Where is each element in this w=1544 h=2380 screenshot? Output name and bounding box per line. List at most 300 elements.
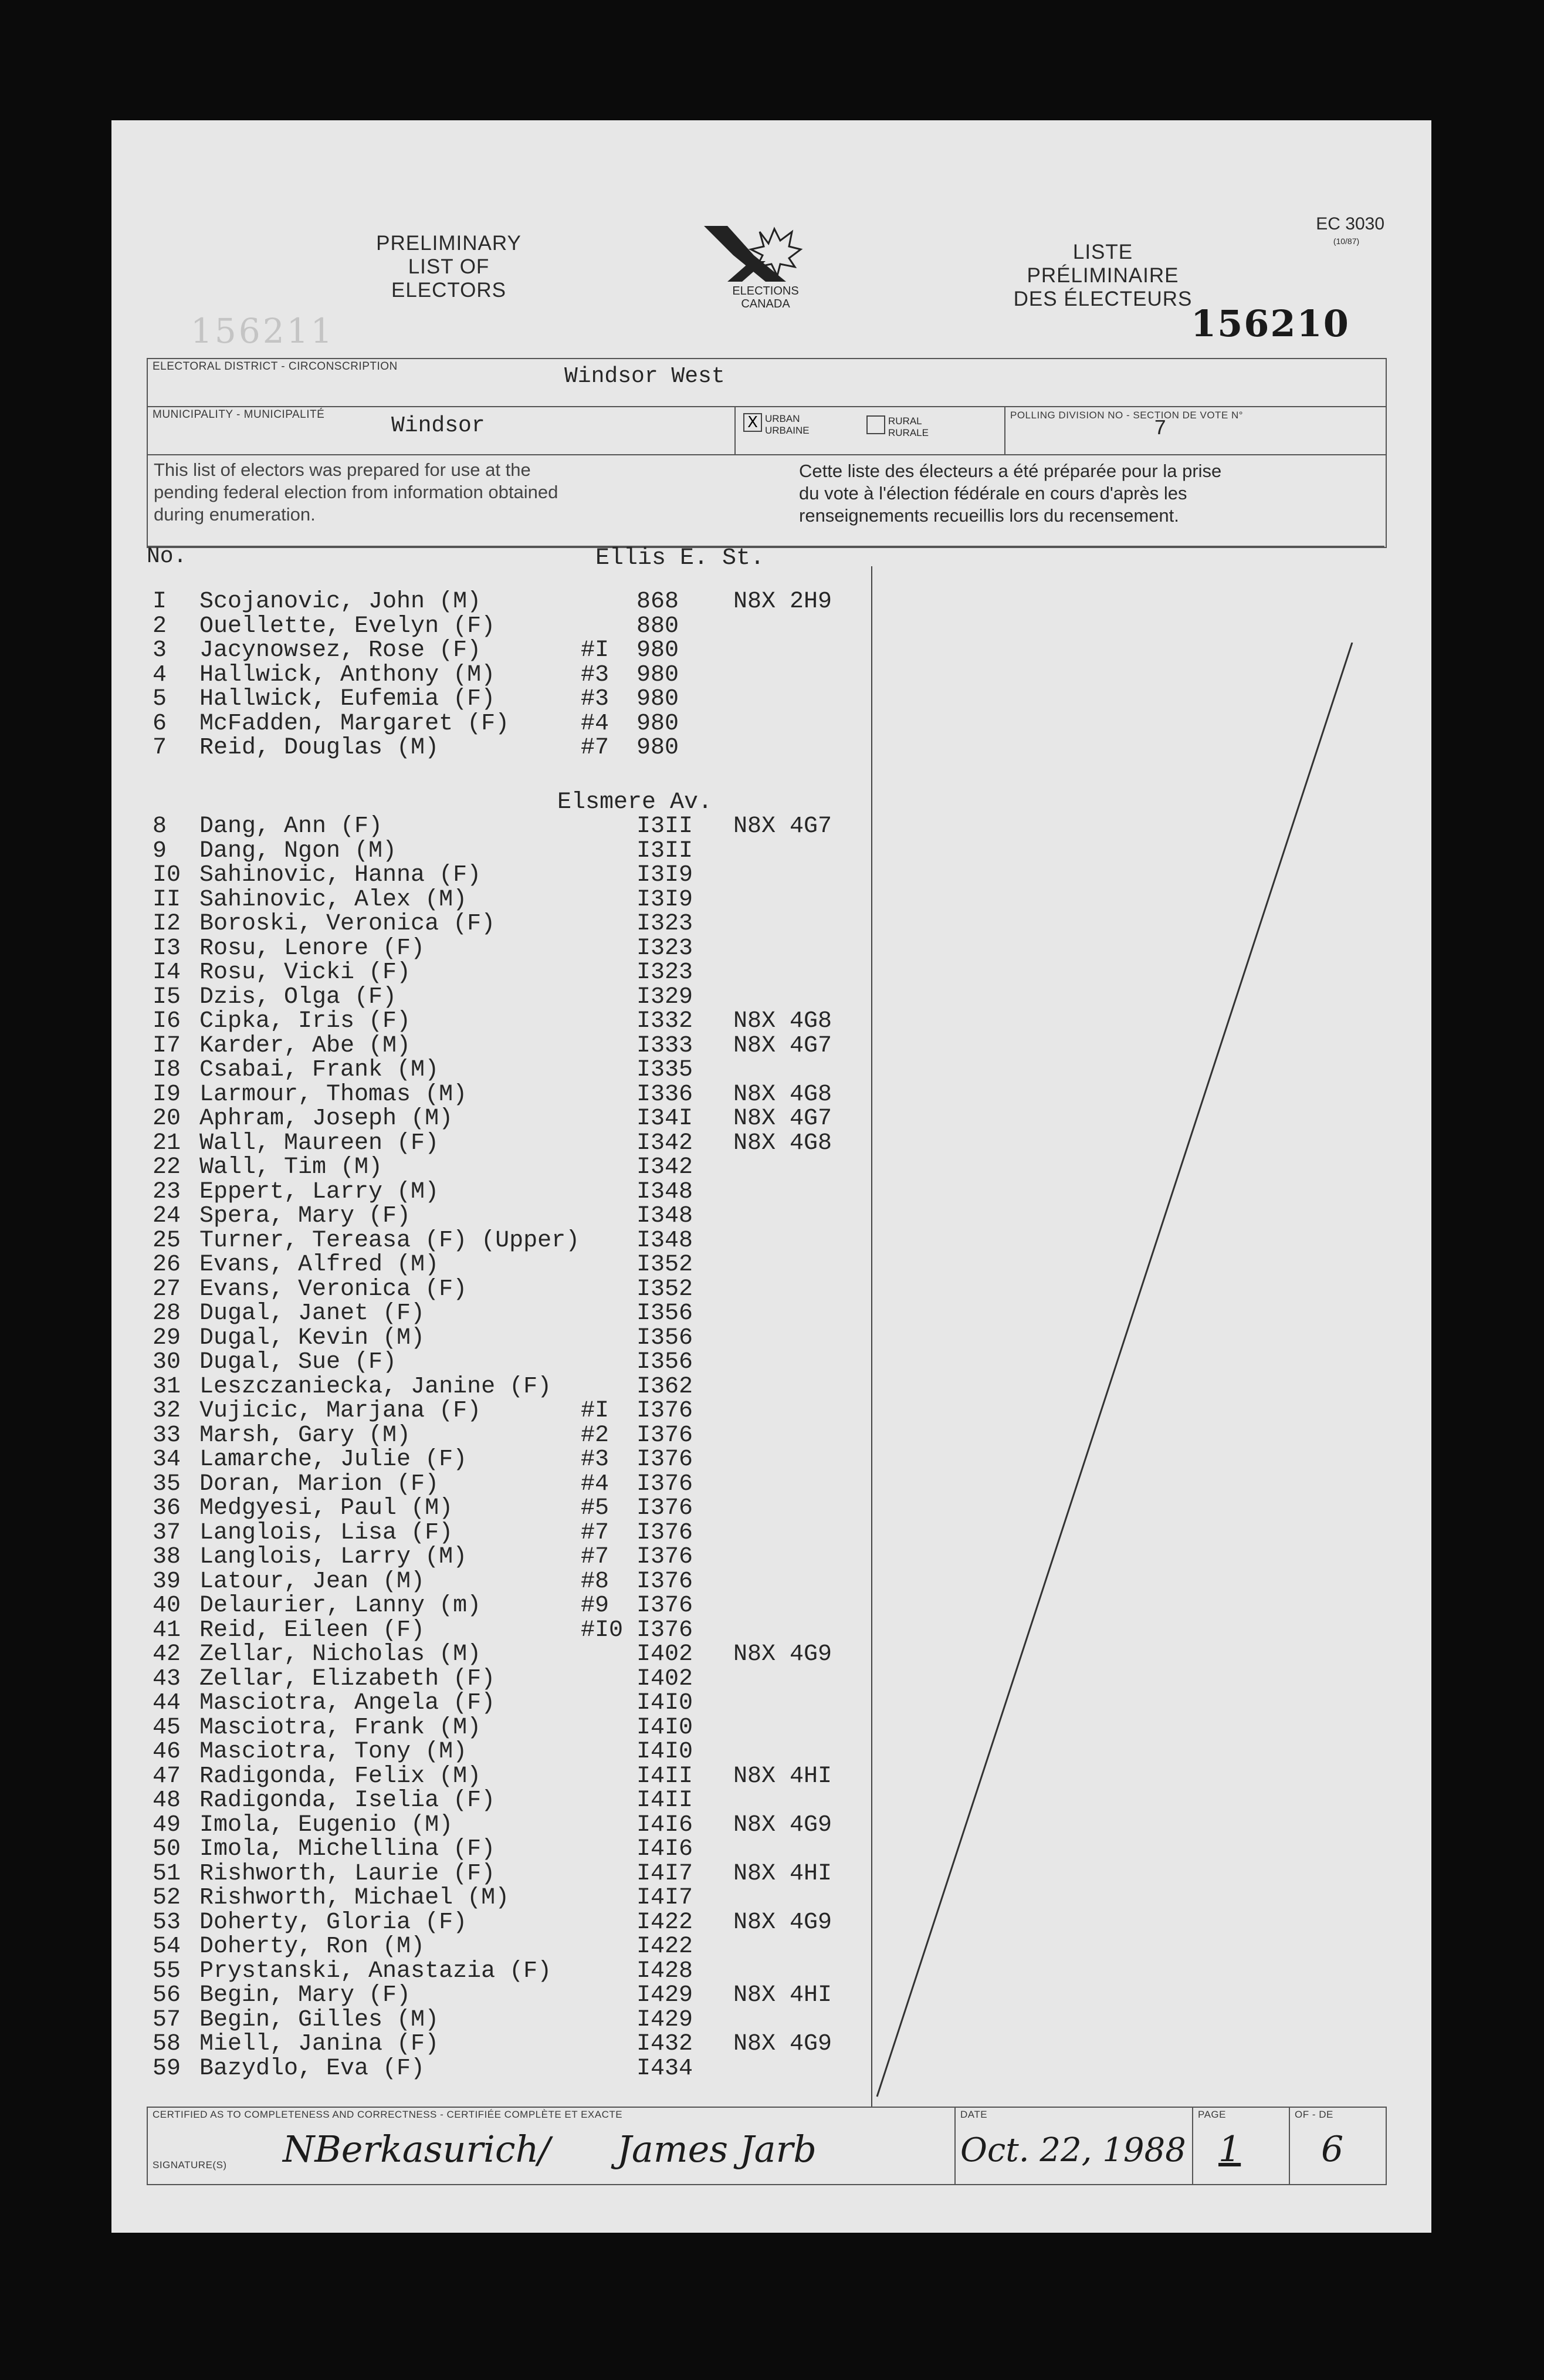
elector-row xyxy=(147,1594,868,1618)
house-number: I4II xyxy=(636,1763,693,1790)
elector-number: 2 xyxy=(153,613,167,640)
house-number: I342 xyxy=(636,1130,693,1157)
elector-name: Bazydlo, Eva (F) xyxy=(199,2055,425,2082)
house-number: I342 xyxy=(636,1154,693,1181)
elector-name: Jacynowsez, Rose (F) xyxy=(199,637,482,664)
elector-row xyxy=(147,1521,868,1546)
apartment-number: #I xyxy=(581,1398,610,1424)
divider xyxy=(954,2108,956,2184)
elector-name: Scojanovic, John (M) xyxy=(199,589,482,615)
elector-name: Dang, Ngon (M) xyxy=(199,837,397,864)
elector-name: Begin, Mary (F) xyxy=(199,1982,411,2009)
elector-number: 56 xyxy=(153,1982,181,2009)
elector-number: I7 xyxy=(153,1032,181,1059)
elector-name: Leszczaniecka, Janine (F) xyxy=(199,1373,552,1400)
elector-name: Begin, Gilles (M) xyxy=(199,2006,439,2033)
page-label: PAGE xyxy=(1198,2109,1226,2120)
house-number: I402 xyxy=(636,1641,693,1668)
house-number: I428 xyxy=(636,1958,693,1985)
house-number: 868 xyxy=(636,589,679,615)
postal-code: N8X 4HI xyxy=(733,1860,832,1887)
divider xyxy=(1004,406,1005,454)
elector-name: Wall, Tim (M) xyxy=(199,1154,383,1181)
elector-row xyxy=(147,1424,868,1448)
house-number: I3I9 xyxy=(636,886,693,913)
elector-row xyxy=(147,1058,868,1083)
elector-name: Miell, Janina (F) xyxy=(199,2031,439,2057)
elector-number: 33 xyxy=(153,1422,181,1449)
elector-number: 23 xyxy=(153,1178,181,1205)
postal-code: N8X 4HI xyxy=(733,1763,832,1790)
apartment-number: #7 xyxy=(581,735,610,761)
apartment-number: #3 xyxy=(581,1446,610,1473)
elector-row xyxy=(147,1740,868,1764)
elector-number: 3 xyxy=(153,637,167,664)
stamp-number: 156210 xyxy=(1191,302,1350,345)
elector-name: Masciotra, Angela (F) xyxy=(199,1690,496,1716)
elector-number: 8 xyxy=(153,813,167,840)
elector-number: 52 xyxy=(153,1885,181,1911)
elector-number: 37 xyxy=(153,1519,181,1546)
elector-name: Aphram, Joseph (M) xyxy=(199,1106,453,1132)
elector-number: 9 xyxy=(153,837,167,864)
house-number: I429 xyxy=(636,1982,693,2009)
elector-row xyxy=(147,1570,868,1594)
elector-name: Hallwick, Eufemia (F) xyxy=(199,686,496,712)
elector-name: Zellar, Elizabeth (F) xyxy=(199,1665,496,1692)
postal-code: N8X 4G9 xyxy=(733,1811,832,1838)
elector-row xyxy=(147,1545,868,1570)
house-number: I432 xyxy=(636,2031,693,2057)
elector-name: Dang, Ann (F) xyxy=(199,813,383,840)
form-code: EC 3030 xyxy=(1316,214,1384,234)
elector-name: Larmour, Thomas (M) xyxy=(199,1081,468,1108)
elector-row xyxy=(147,1764,868,1789)
elector-row xyxy=(147,912,868,937)
faint-stamp-number: 156211 xyxy=(191,311,335,351)
postal-code: N8X 4HI xyxy=(733,1982,832,2009)
house-number: I4I6 xyxy=(636,1836,693,1862)
house-number: I376 xyxy=(636,1470,693,1497)
divider xyxy=(148,406,1386,407)
elections-canada-logo xyxy=(698,220,833,320)
house-number: I362 xyxy=(636,1373,693,1400)
elector-number: 25 xyxy=(153,1227,181,1254)
document-sheet xyxy=(111,120,1431,2233)
title-english: PRELIMINARY LIST OF ELECTORS xyxy=(376,232,522,302)
elector-row xyxy=(147,663,868,688)
no-column-label: No. xyxy=(147,544,187,569)
elector-number: 36 xyxy=(153,1495,181,1522)
house-number: I4I0 xyxy=(636,1739,693,1765)
elector-name: Marsh, Gary (M) xyxy=(199,1422,411,1449)
house-number: I376 xyxy=(636,1422,693,1449)
elector-number: 29 xyxy=(153,1324,181,1351)
date-label: DATE xyxy=(960,2109,988,2120)
elector-row xyxy=(147,1301,868,1326)
elector-row xyxy=(147,1107,868,1131)
elector-name: Dugal, Sue (F) xyxy=(199,1349,397,1375)
apartment-number: #7 xyxy=(581,1519,610,1546)
elector-row xyxy=(147,1083,868,1107)
of-value: 6 xyxy=(1321,2129,1344,2170)
elector-name: Langlois, Larry (M) xyxy=(199,1544,468,1570)
elector-row xyxy=(147,839,868,864)
polling-division-value: 7 xyxy=(1154,417,1167,441)
elector-number: 48 xyxy=(153,1787,181,1814)
elector-name: Reid, Eileen (F) xyxy=(199,1617,425,1644)
elector-number: 21 xyxy=(153,1130,181,1157)
apartment-number: #2 xyxy=(581,1422,610,1449)
elector-name: Doherty, Gloria (F) xyxy=(199,1909,468,1936)
postal-code: N8X 4G8 xyxy=(733,1008,832,1035)
elector-number: 6 xyxy=(153,710,167,737)
elector-number: 51 xyxy=(153,1860,181,1887)
divider xyxy=(148,454,1386,455)
elector-number: 30 xyxy=(153,1349,181,1375)
house-number: 980 xyxy=(636,686,679,712)
elector-row xyxy=(147,1399,868,1424)
elector-number: 27 xyxy=(153,1276,181,1303)
apartment-number: #4 xyxy=(581,1470,610,1497)
elector-number: 32 xyxy=(153,1398,181,1424)
house-number: I34I xyxy=(636,1106,693,1132)
elector-row xyxy=(147,1911,868,1935)
rural-checkbox[interactable] xyxy=(866,415,885,434)
elector-name: Boroski, Veronica (F) xyxy=(199,911,496,937)
elector-row xyxy=(147,1935,868,1959)
house-number: I356 xyxy=(636,1349,693,1375)
elector-row xyxy=(147,985,868,1010)
elector-name: Cipka, Iris (F) xyxy=(199,1008,411,1035)
elector-name: McFadden, Margaret (F) xyxy=(199,710,510,737)
house-number: I352 xyxy=(636,1276,693,1303)
house-number: I376 xyxy=(636,1568,693,1595)
elector-number: 39 xyxy=(153,1568,181,1595)
postal-code: N8X 4G8 xyxy=(733,1130,832,1157)
house-number: I348 xyxy=(636,1178,693,1205)
elector-row xyxy=(147,1326,868,1351)
postal-code: N8X 4G7 xyxy=(733,1032,832,1059)
elector-name: Delaurier, Lanny (m) xyxy=(199,1593,482,1619)
elector-name: Zellar, Nicholas (M) xyxy=(199,1641,482,1668)
elector-name: Masciotra, Tony (M) xyxy=(199,1739,468,1765)
elector-number: 49 xyxy=(153,1811,181,1838)
elector-name: Radigonda, Iselia (F) xyxy=(199,1787,496,1814)
house-number: I434 xyxy=(636,2055,693,2082)
elector-row xyxy=(147,1375,868,1399)
elector-row xyxy=(147,2057,868,2081)
elector-row xyxy=(147,1618,868,1643)
elector-name: Doherty, Ron (M) xyxy=(199,1933,425,1960)
elector-row xyxy=(147,1886,868,1911)
house-number: I352 xyxy=(636,1252,693,1278)
apartment-number: #I xyxy=(581,637,610,664)
elector-number: 7 xyxy=(153,735,167,761)
house-number: I376 xyxy=(636,1398,693,1424)
house-number: I335 xyxy=(636,1057,693,1083)
elector-number: I xyxy=(153,589,167,615)
house-number: 880 xyxy=(636,613,679,640)
elector-name: Radigonda, Felix (M) xyxy=(199,1763,482,1790)
elector-row xyxy=(147,2008,868,2033)
elector-number: 57 xyxy=(153,2006,181,2033)
elector-number: 31 xyxy=(153,1373,181,1400)
house-number: I376 xyxy=(636,1495,693,1522)
postal-code: N8X 4G7 xyxy=(733,1106,832,1132)
district-label: ELECTORAL DISTRICT - CIRCONSCRIPTION xyxy=(153,360,398,373)
signature-separator: / xyxy=(538,2129,550,2172)
polling-division-label: POLLING DIVISION NO - SECTION DE VOTE N° xyxy=(1010,410,1244,421)
elector-number: 26 xyxy=(153,1252,181,1278)
apartment-number: #8 xyxy=(581,1568,610,1595)
elector-name: Medgyesi, Paul (M) xyxy=(199,1495,453,1522)
elector-row xyxy=(147,736,868,760)
elector-number: 47 xyxy=(153,1763,181,1790)
elector-number: 38 xyxy=(153,1544,181,1570)
elector-number: I0 xyxy=(153,862,181,888)
house-number: I329 xyxy=(636,983,693,1010)
elector-row xyxy=(147,1667,868,1692)
house-number: I3II xyxy=(636,837,693,864)
elector-row xyxy=(147,2032,868,2057)
elector-row xyxy=(147,1448,868,1472)
urban-checkbox[interactable]: X xyxy=(743,413,762,432)
elector-row xyxy=(147,1472,868,1497)
postal-code: N8X 4G7 xyxy=(733,813,832,840)
house-number: 980 xyxy=(636,637,679,664)
house-number: I323 xyxy=(636,911,693,937)
elector-number: 5 xyxy=(153,686,167,712)
elector-number: 35 xyxy=(153,1470,181,1497)
elector-row xyxy=(147,937,868,961)
house-number: I3I9 xyxy=(636,862,693,888)
elector-name: Imola, Michellina (F) xyxy=(199,1836,496,1862)
elector-name: Rishworth, Michael (M) xyxy=(199,1885,510,1911)
house-number: I356 xyxy=(636,1324,693,1351)
elector-name: Dugal, Janet (F) xyxy=(199,1300,425,1327)
elector-name: Dugal, Kevin (M) xyxy=(199,1324,425,1351)
postal-code: N8X 4G8 xyxy=(733,1081,832,1108)
divider xyxy=(1289,2108,1290,2184)
page-value: 1 xyxy=(1218,2129,1241,2170)
house-number: I4II xyxy=(636,1787,693,1814)
apartment-number: #5 xyxy=(581,1495,610,1522)
house-number: I3II xyxy=(636,813,693,840)
elector-row xyxy=(147,814,868,839)
elector-row xyxy=(147,863,868,888)
street-heading: Elsmere Av. xyxy=(557,789,713,816)
elector-name: Masciotra, Frank (M) xyxy=(199,1714,482,1741)
form-date: (10/87) xyxy=(1333,236,1360,246)
elector-name: Sahinovic, Alex (M) xyxy=(199,886,468,913)
elector-row xyxy=(147,614,868,639)
elector-name: Turner, Tereasa (F) (Upper) xyxy=(199,1227,580,1254)
house-number: I323 xyxy=(636,959,693,986)
elector-number: 58 xyxy=(153,2031,181,2057)
elector-name: Prystanski, Anastazia (F) xyxy=(199,1958,552,1985)
elector-row xyxy=(147,961,868,985)
house-number: I332 xyxy=(636,1008,693,1035)
elector-number: 28 xyxy=(153,1300,181,1327)
house-number: I402 xyxy=(636,1665,693,1692)
municipality-value: Windsor xyxy=(391,413,485,438)
house-number: I356 xyxy=(636,1300,693,1327)
elector-number: I9 xyxy=(153,1081,181,1108)
house-number: I336 xyxy=(636,1081,693,1108)
elector-number: I8 xyxy=(153,1057,181,1083)
elector-row xyxy=(147,1496,868,1521)
elector-name: Spera, Mary (F) xyxy=(199,1203,411,1229)
elector-name: Eppert, Larry (M) xyxy=(199,1178,439,1205)
elector-row xyxy=(147,1009,868,1034)
elector-name: Doran, Marion (F) xyxy=(199,1470,439,1497)
elector-row xyxy=(147,1862,868,1887)
elector-number: 20 xyxy=(153,1106,181,1132)
house-number: I348 xyxy=(636,1203,693,1229)
elector-row xyxy=(147,1959,868,1984)
elector-row xyxy=(147,1789,868,1813)
apartment-number: #3 xyxy=(581,686,610,712)
title-french: LISTE PRÉLIMINAIRE DES ÉLECTEURS xyxy=(1013,241,1193,310)
house-number: I429 xyxy=(636,2006,693,2033)
urban-label: URBAN URBAINE xyxy=(765,413,810,436)
elector-number: 34 xyxy=(153,1446,181,1473)
street-heading: Ellis E. St. xyxy=(595,545,765,572)
cancel-diagonal-line xyxy=(874,643,1355,2098)
elector-number: II xyxy=(153,886,181,913)
elector-name: Latour, Jean (M) xyxy=(199,1568,425,1595)
apartment-number: #3 xyxy=(581,661,610,688)
elector-row xyxy=(147,888,868,912)
divider xyxy=(1192,2108,1193,2184)
house-number: I348 xyxy=(636,1227,693,1254)
house-number: I4I0 xyxy=(636,1690,693,1716)
elector-row xyxy=(147,1277,868,1302)
elector-number: 44 xyxy=(153,1690,181,1716)
elector-number: 4 xyxy=(153,661,167,688)
elector-row xyxy=(147,1837,868,1862)
house-number: I4I7 xyxy=(636,1885,693,1911)
elector-row xyxy=(147,1813,868,1838)
elector-number: 40 xyxy=(153,1593,181,1619)
district-info-box xyxy=(147,358,1387,548)
elector-number: 22 xyxy=(153,1154,181,1181)
elector-number: 24 xyxy=(153,1203,181,1229)
elector-row xyxy=(147,1716,868,1740)
house-number: I4I7 xyxy=(636,1860,693,1887)
note-french: Cette liste des électeurs a été préparée pour la prise du vote à l'élection fédérale en cours d'après les renseignements recueillis lors du recensement. xyxy=(799,461,1222,526)
postal-code: N8X 2H9 xyxy=(733,589,832,615)
elector-row xyxy=(147,712,868,736)
of-label: OF - DE xyxy=(1295,2109,1333,2120)
signature-label: SIGNATURE(S) xyxy=(153,2159,227,2171)
elector-name: Imola, Eugenio (M) xyxy=(199,1811,453,1838)
elector-name: Wall, Maureen (F) xyxy=(199,1130,439,1157)
elector-number: 55 xyxy=(153,1958,181,1985)
house-number: I376 xyxy=(636,1593,693,1619)
note-english: This list of electors was prepared for use at the pending federal election from information obtained during enumeration. xyxy=(154,459,558,525)
elector-name: Reid, Douglas (M) xyxy=(199,735,439,761)
elector-name: Hallwick, Anthony (M) xyxy=(199,661,496,688)
postal-code: N8X 4G9 xyxy=(733,1641,832,1668)
elector-row xyxy=(147,1180,868,1205)
elector-name: Evans, Veronica (F) xyxy=(199,1276,468,1303)
elector-name: Lamarche, Julie (F) xyxy=(199,1446,468,1473)
municipality-label: MUNICIPALITY - MUNICIPALITÉ xyxy=(153,408,325,421)
elector-row xyxy=(147,1155,868,1180)
elector-number: I3 xyxy=(153,935,181,962)
house-number: I376 xyxy=(636,1446,693,1473)
elector-row xyxy=(147,1131,868,1156)
apartment-number: #7 xyxy=(581,1544,610,1570)
elector-name: Csabai, Frank (M) xyxy=(199,1057,439,1083)
elector-name: Vujicic, Marjana (F) xyxy=(199,1398,482,1424)
house-number: I4I6 xyxy=(636,1811,693,1838)
elector-number: 54 xyxy=(153,1933,181,1960)
elector-number: 50 xyxy=(153,1836,181,1862)
elector-name: Rosu, Vicki (F) xyxy=(199,959,411,986)
house-number: I323 xyxy=(636,935,693,962)
elector-row xyxy=(147,1204,868,1229)
elector-number: 41 xyxy=(153,1617,181,1644)
signature-1: NBerkasurich xyxy=(283,2128,539,2171)
house-number: 980 xyxy=(636,661,679,688)
elector-name: Evans, Alfred (M) xyxy=(199,1252,439,1278)
elector-number: 46 xyxy=(153,1739,181,1765)
elector-row xyxy=(147,687,868,712)
elector-number: 42 xyxy=(153,1641,181,1668)
elector-number: 53 xyxy=(153,1909,181,1936)
elector-number: I6 xyxy=(153,1008,181,1035)
column-divider xyxy=(871,566,872,2107)
house-number: I376 xyxy=(636,1519,693,1546)
house-number: I376 xyxy=(636,1544,693,1570)
elector-row xyxy=(147,1642,868,1667)
elector-name: Langlois, Lisa (F) xyxy=(199,1519,453,1546)
elector-row xyxy=(147,1983,868,2008)
list-top-border xyxy=(147,546,1384,547)
elector-row xyxy=(147,638,868,663)
elector-number: 59 xyxy=(153,2055,181,2082)
signature-2: James Jarb xyxy=(617,2128,817,2171)
certification-box xyxy=(147,2107,1387,2185)
elector-name: Dzis, Olga (F) xyxy=(199,983,397,1010)
house-number: 980 xyxy=(636,735,679,761)
elector-row xyxy=(147,1691,868,1716)
rural-label: RURAL RURALE xyxy=(888,415,929,438)
house-number: I422 xyxy=(636,1909,693,1936)
elector-name: Sahinovic, Hanna (F) xyxy=(199,862,482,888)
elector-name: Ouellette, Evelyn (F) xyxy=(199,613,496,640)
house-number: I4I0 xyxy=(636,1714,693,1741)
elector-row xyxy=(147,1253,868,1277)
elector-name: Karder, Abe (M) xyxy=(199,1032,411,1059)
date-value: Oct. 22, 1988 xyxy=(960,2131,1186,2169)
divider xyxy=(734,406,736,454)
elector-number: 45 xyxy=(153,1714,181,1741)
house-number: I422 xyxy=(636,1933,693,1960)
elector-row xyxy=(147,1229,868,1253)
elector-row xyxy=(147,590,868,614)
elector-row xyxy=(147,1034,868,1059)
elector-number: 43 xyxy=(153,1665,181,1692)
apartment-number: #4 xyxy=(581,710,610,737)
house-number: I376 xyxy=(636,1617,693,1644)
elector-row xyxy=(147,1350,868,1375)
elector-name: Rishworth, Laurie (F) xyxy=(199,1860,496,1887)
house-number: I333 xyxy=(636,1032,693,1059)
